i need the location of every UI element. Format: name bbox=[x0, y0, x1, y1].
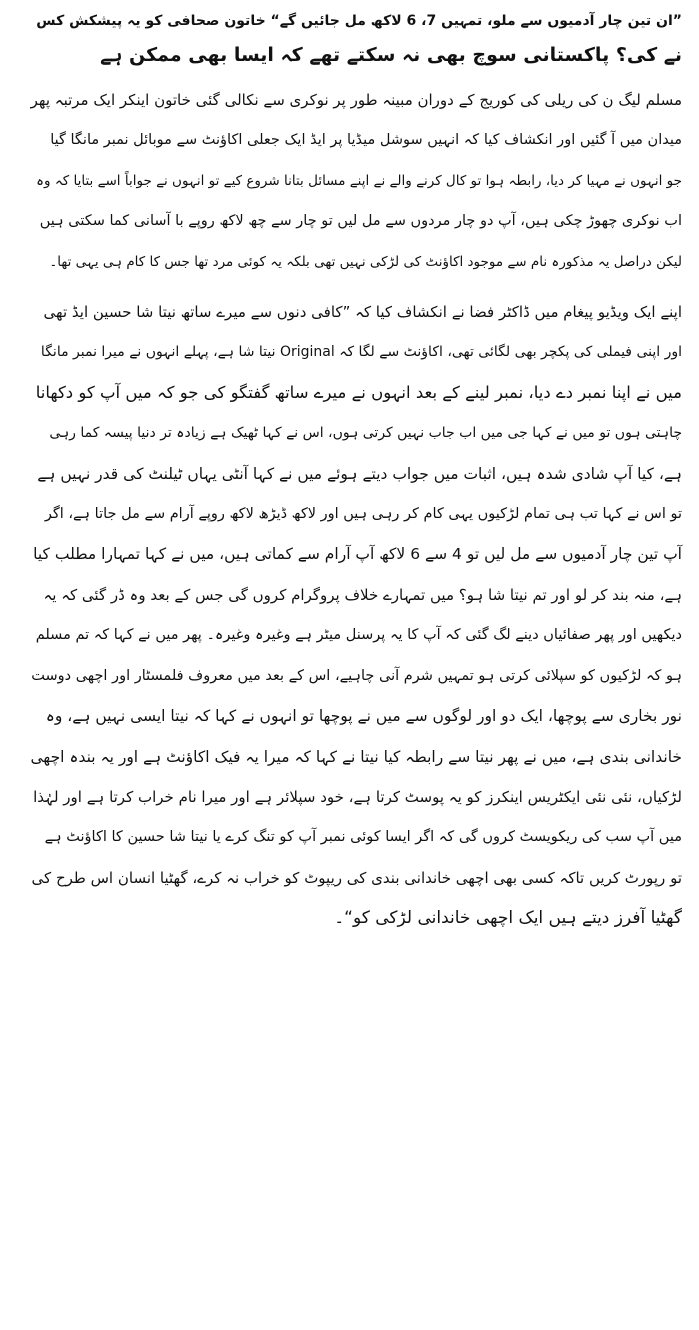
text-line: جو انہوں نے مہیا کر دیا، رابطہ ہوا تو کال کرنے والے نے اپنے مسائل بتانا شروع کیے تو انہوں نے جواباً اسے بتایا کہ وہ bbox=[36, 172, 682, 189]
text-line: خاندانی بندی ہے، میں نے پھر نیتا سے رابطہ کیا نیتا نے کہا کہ میرا یہ فیک اکاؤنٹ ہے اور یہ بندہ اچھی bbox=[30, 747, 682, 766]
title-line: نے کی؟ پاکستانی سوچ بھی نہ سکتے تھے کہ ایسا بھی ممکن ہے bbox=[100, 44, 682, 66]
paragraph-1 bbox=[30, 80, 682, 282]
title-line: ”ان تین چار آدمیوں سے ملو، تمہیں 7، 6 لاکھ مل جائیں گے“ خاتون صحافی کو یہ پیشکش کس bbox=[36, 13, 682, 29]
text-line: ہے، منہ بند کر لو اور تم نیتا شا ہو؟ میں تمہارے خلاف پروگرام کروں گی جس کے بعد وہ ڈر گئی کہ یہ bbox=[43, 585, 682, 604]
text-line: تو رپورٹ کریں تاکہ کسی بھی اچھی خاندانی بندی کی ریپوٹ کو خراب نہ کرے، گھٹیا انسان اس طرح کی bbox=[31, 868, 682, 887]
text-line: میدان میں آ گئیں اور انکشاف کیا کہ انہیں سوشل میڈیا پر ایڈ ایک جعلی اکاؤنٹ سے موبائل نمبر مانگا گیا bbox=[50, 132, 682, 149]
text-line: میں نے اپنا نمبر دے دیا، نمبر لینے کے بعد انہوں نے میرے ساتھ گفتگو کی جو کہ میں آپ کو دکھانا bbox=[35, 382, 682, 402]
text-line: اور اپنی فیملی کی پکچر بھی لگائی تھی، اکاؤنٹ سے لگا کہ Original نیتا شا ہے، پہلے انہوں نے میرا نمبر مانگا bbox=[40, 344, 682, 361]
text-line: مسلم لیگ ن کی ریلی کی کوریج کے دوران مبینہ طور پر نوکری سے نکالی گئی خاتون اینکر ایک مرتبہ پھر bbox=[30, 91, 682, 109]
paragraph-2 bbox=[30, 292, 682, 939]
article-title bbox=[30, 4, 682, 72]
text-line: لیکن دراصل یہ مذکورہ نام سے موجود اکاؤنٹ کی لڑکی نہیں تھی بلکہ یہ کوئی مرد تھا جس کا کام ہی یہی تھا۔ bbox=[49, 253, 682, 270]
text-line: دیکھیں اور پھر صفائیاں دینے لگ گئی کہ آپ کا یہ پرسنل میٹر ہے وغیرہ وغیرہ۔ پھر میں نے کہا کہ تم مسلم bbox=[35, 627, 682, 644]
text-line: لڑکیاں، نئی نئی ایکٹریس اینکرز کو یہ پوسٹ کرتا ہے، خود سپلائر ہے اور میرا نام خراب کرتا ہے اور لہٰذا bbox=[33, 787, 682, 806]
text-line: میں آپ سب کی ریکویسٹ کروں گی کہ اگر ایسا کوئی نمبر آپ کو تنگ کرے یا نیتا شا حسین کا اکاؤنٹ ہے bbox=[44, 829, 682, 846]
article bbox=[30, 4, 682, 949]
text-line: نور بخاری سے پوچھا، ایک دو اور لوگوں سے میں نے پوچھا تو انہوں نے کہا کہ نیتا ایسی نہیں ہے، وہ bbox=[45, 707, 682, 726]
text-line: اپنے ایک ویڈیو پیغام میں ڈاکٹر فضا نے انکشاف کیا کہ ”کافی دنوں سے میرے ساتھ نیتا شا حسین ایڈ تھی bbox=[43, 303, 682, 322]
text-line: آپ تین چار آدمیوں سے مل لیں تو 4 سے 6 لاکھ آپ آرام سے کماتی ہیں، میں نے کہا تمہارا مطلب کیا bbox=[33, 545, 682, 564]
text-line: چاہتی ہوں تو میں نے کہا جی میں اب جاب نہیں کرتی ہوں، اس نے کہا ٹھیک ہے زیادہ تر دنیا پیسہ کما رہی bbox=[49, 425, 682, 442]
text-line: ہو کہ لڑکیوں کو سپلائی کرتی ہو تمہیں شرم آنی چاہیے، اس کے بعد میں معروف فلمسٹار اور اچھی دوست bbox=[31, 667, 682, 684]
text-line: اب نوکری چھوڑ چکی ہیں، آپ دو چار مردوں سے مل لیں تو چار سے چھ لاکھ روپے با آسانی کما سکتی ہیں bbox=[39, 213, 682, 230]
text-line: تو اس نے کہا تب ہی تمام لڑکیوں یہی کام کر رہی ہیں اور لاکھ ڈیڑھ لاکھ روپے آرام سے مل جاتا ہے، اگر bbox=[44, 506, 682, 523]
text-line: گھٹیا آفرز دیتے ہیں ایک اچھی خاندانی لڑکی کو“۔ bbox=[334, 908, 682, 929]
text-line: ہے، کیا آپ شادی شدہ ہیں، اثبات میں جواب دیتے ہوئے میں نے کہا آنٹی یہاں ٹیلنٹ کی قدر نہیں ہے bbox=[37, 464, 682, 483]
